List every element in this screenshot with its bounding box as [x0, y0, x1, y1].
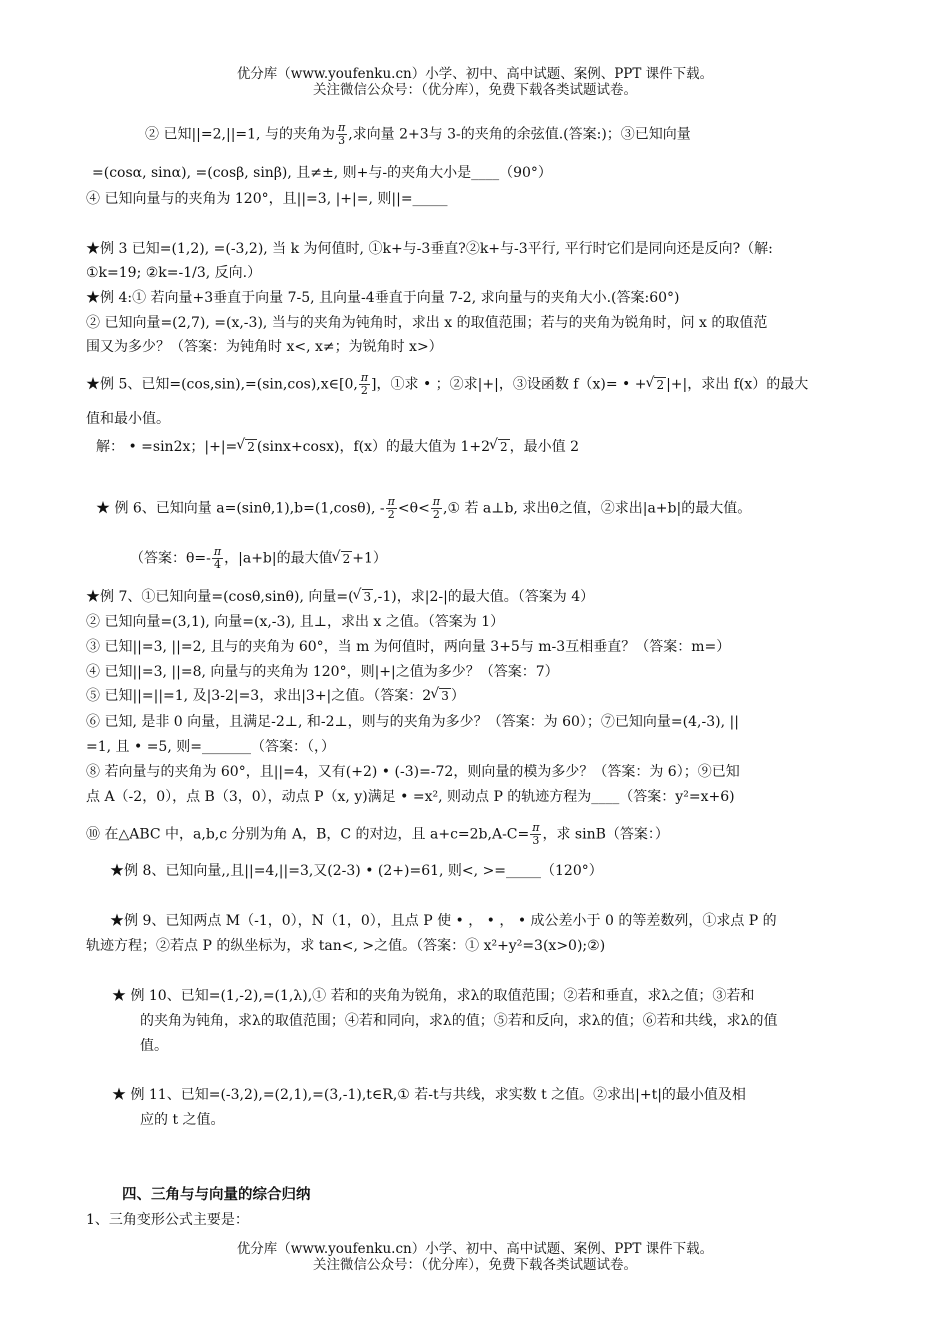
- line-23: ⑩ 在△ABC 中，a,b,c 分别为角 A，B，C 的对边，且 a+c=2b,A-C= $\frac{\pi}{3}$ ，求 sinB（答案：）: [86, 821, 669, 847]
- line-16: ③ 已知||=3, ||=2, 且与的夹角为 60°，当 m 为何值时，两向量 3+5与 m-3互相垂直？（答案：m=）: [86, 639, 731, 655]
- line-32: 1、三角变形公式主要是：: [86, 1212, 249, 1228]
- footer-line-2: 关注微信公众号：（优分库），免费下载各类试题试卷。: [313, 1257, 637, 1273]
- sqrt-3: √ 3: [362, 589, 374, 604]
- line-27: ★ 例 10、已知=(1,-2),=(1,λ),① 若和的夹角为锐角，求λ的取值范围；②若和垂直，求λ之值；③若和: [112, 988, 755, 1004]
- fraction-pi-over-4: $\frac{\pi}{4}$: [213, 545, 222, 571]
- line-24: ★例 8、已知向量,,且||=4,||=3,又(2-3) • (2+)=61, 则<, >=_____（120°）: [110, 863, 603, 879]
- line-31: 应的 t 之值。: [140, 1112, 225, 1128]
- line-25: ★例 9、已知两点 M（-1，0），N（1，0），且点 P 使 • ， • ， • 成公差小于 0 的等差数列，①求点 P 的: [110, 913, 777, 929]
- fraction-pi-over-3: $\frac{\pi}{3}$: [337, 121, 346, 147]
- line-12: ★ 例 6、已知向量 a=(sinθ,1),b=(1,cosθ), - $\frac{\pi}{2}$ <θ< $\frac{\pi}{2}$ ,① 若 a⊥b, 求出θ之值，②求出|a+b|的最大值。: [96, 495, 752, 521]
- line-17: ④ 已知||=3, ||=8, 向量与的夹角为 120°，则|+|之值为多少？（答案：7）: [86, 664, 559, 680]
- line-19: ⑥ 已知, 是非 0 向量，且满足-2⊥, 和-2⊥，则与的夹角为多少？（答案：为 60）；⑦已知向量=(4,-3), ||: [86, 714, 739, 730]
- footer-line-1: 优分库（www.youfenku.cn）小学、初中、高中试题、案例、PPT 课件下载。: [236, 1241, 714, 1257]
- line-30: ★ 例 11、已知=(-3,2),=(2,1),=(3,-1),t∈R,① 若-t与共线，求实数 t 之值。②求出|+t|的最小值及相: [112, 1087, 746, 1103]
- sqrt-3: √ 3: [439, 688, 451, 703]
- header-line-2: 关注微信公众号：（优分库），免费下载各类试题试卷。: [313, 82, 637, 98]
- line-10: 值和最小值。: [86, 411, 170, 427]
- line-18: ⑤ 已知||=||=1, 及|3-2|=3，求出|3+|之值。（答案：2√ 3 ）: [86, 687, 465, 705]
- page-header: [0, 66, 950, 98]
- line-28: 的夹角为钝角，求λ的取值范围；④若和同向，求λ的值；⑤若和反向，求λ的值；⑥若和共线，求λ的值: [140, 1013, 778, 1029]
- sqrt-2: √ 2: [654, 377, 666, 392]
- line-29: 值。: [140, 1038, 168, 1054]
- sqrt-2: √ 2: [341, 551, 353, 566]
- line-13: （答案：θ=- $\frac{\pi}{4}$ ，|a+b|的最大值√ 2 +1）: [130, 546, 387, 571]
- line-14: ★例 7、①已知向量=(cosθ,sinθ), 向量=(√ 3 ,-1)，求|2-|的最大值。（答案为 4）: [86, 588, 594, 606]
- line-15: ② 已知向量=(3,1), 向量=(x,-3), 且⊥，求出 x 之值。（答案为 1）: [86, 614, 505, 630]
- line-07: ② 已知向量=(2,7), =(x,-3), 当与的夹角为钝角时，求出 x 的取值范围；若与的夹角为锐角时，问 x 的取值范: [86, 315, 768, 331]
- line-22: 点 A（-2，0），点 B（3，0），动点 P（x, y)满足 • =x², 则动点 P 的轨迹方程为____（答案：y²=x+6): [86, 789, 735, 805]
- fraction-pi-over-2: $\frac{\pi}{2}$: [432, 495, 441, 521]
- line-21: ⑧ 若向量与的夹角为 60°，且||=4，又有(+2) • (-3)=-72，则向量的模为多少？（答案：为 6）；⑨已知: [86, 764, 740, 780]
- line-20: =1, 且 • =5, 则=_______（答案：（，）: [86, 739, 335, 755]
- line-04: ★例 3 已知=(1,2), =(-3,2), 当 k 为何值时, ①k+与-3垂直?②k+与-3平行, 平行时它们是同向还是反向?（解:: [86, 241, 773, 257]
- line-11: 解： • =sin2x；|+|=√ 2 (sinx+cosx)，f(x）的最大值为 1+2√ 2 ，最小值 2: [96, 438, 579, 456]
- fraction-pi-over-2: $\frac{\pi}{2}$: [360, 371, 369, 397]
- line-02: =(cosα, sinα), =(cosβ, sinβ), 且≠±, 则+与-的夹角大小是____（90°）: [92, 165, 552, 181]
- line-08: 围又为多少？（答案：为钝角时 x<, x≠；为锐角时 x>）: [86, 339, 443, 355]
- page-footer: [0, 1241, 950, 1273]
- header-line-1: 优分库（www.youfenku.cn）小学、初中、高中试题、案例、PPT 课件下载。: [236, 66, 714, 82]
- line-01: ② 已知||=2,||=1, 与的夹角为 $\frac{\pi}{3}$ ,求向量 2+3与 3-的夹角的余弦值.(答案:)；③已知向量: [145, 121, 691, 147]
- line-26: 轨迹方程；②若点 P 的纵坐标为，求 tan<, >之值。（答案：① x²+y²=3(x>0);②): [86, 938, 606, 954]
- section-title: 四、三角与与向量的综合归纳: [122, 1186, 311, 1203]
- fraction-pi-over-3: $\frac{\pi}{3}$: [532, 821, 540, 847]
- sqrt-2: √ 2: [245, 439, 257, 454]
- fraction-pi-over-2: $\frac{\pi}{2}$: [387, 495, 395, 521]
- sqrt-2: √ 2: [498, 439, 510, 454]
- line-03: ④ 已知向量与的夹角为 120°，且||=3, |+|=, 则||=_____: [86, 191, 448, 207]
- line-06: ★例 4:① 若向量+3垂直于向量 7-5, 且向量-4垂直于向量 7-2, 求向量与的夹角大小.(答案:60°): [86, 290, 680, 306]
- line-09: ★例 5、已知=(cos,sin),=(sin,cos),x∈[0, $\frac{\pi}{2}$ ]，①求 • ；②求|+|，③设函数 f（x)= • +√ 2 |+|，求出 f(x）的最大: [86, 372, 808, 397]
- line-05: ①k=19; ②k=-1/3, 反向.）: [86, 265, 262, 281]
